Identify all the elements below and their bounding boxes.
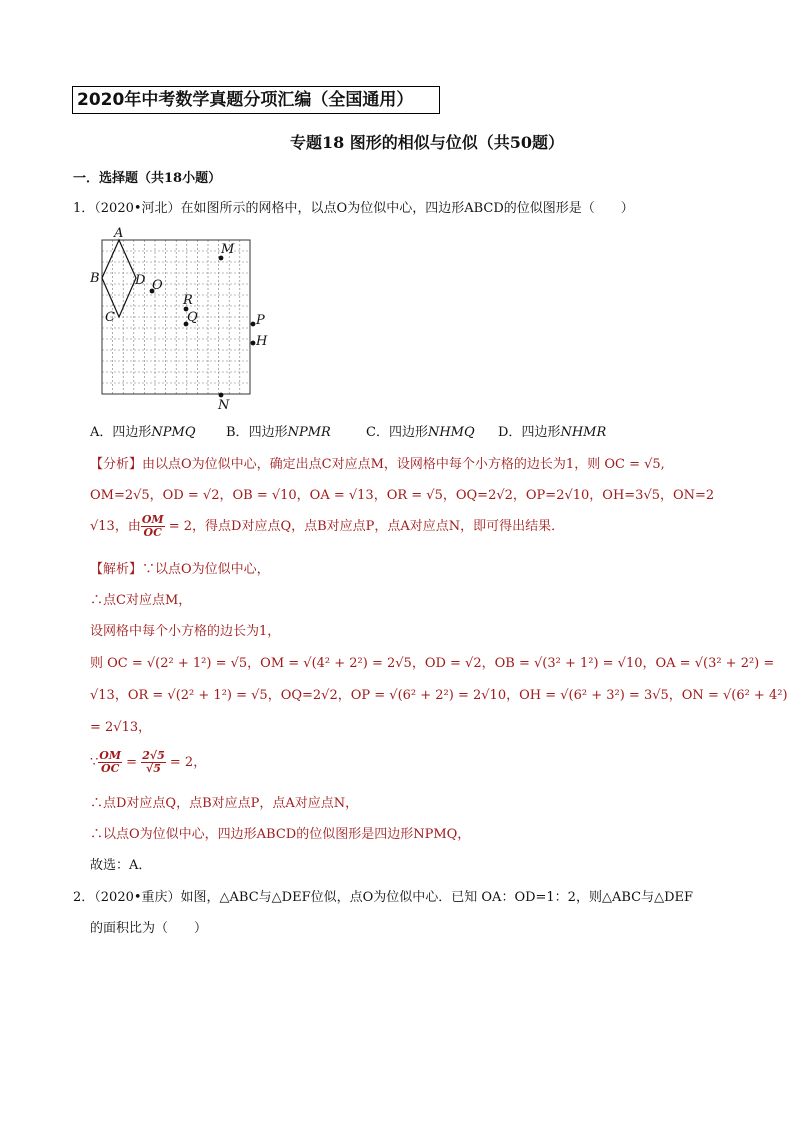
question-number: 2． [73, 890, 95, 905]
analysis-line-1: 【分析】由以点O为位似中心，确定出点C对应点M，设网格中每个小方格的边长为1，则 OC = √5, [90, 457, 665, 472]
solution-line-2: ∴点C对应点M， [90, 593, 192, 608]
question-source: （2020•河北） [94, 201, 181, 216]
analysis-line-3: √13，由 $\frac{OM}{OC}$ = 2，得点D对应点Q，点B对应点P，点A对应点N，即可得出结果． [90, 513, 565, 539]
solution-line-9: ∴以点O为位似中心，四边形ABCD的位似图形是四边形NPMQ， [90, 827, 471, 842]
solution-line-3: 设网格中每个小方格的边长为1， [90, 624, 281, 639]
question-1-stem [73, 200, 634, 218]
grid-figure [90, 222, 290, 414]
label-q: Q [187, 310, 198, 325]
solution-line-5: √13，OR = √(2² + 1²) = √5，OQ=2√2，OP = √(6² + 2²) = 2√10，OH = √(6² + 3²) = 3√5，ON = √(6² + 4²) [90, 688, 788, 703]
analysis-line-2: OM=2√5，OD = √2，OB = √10，OA = √13，OR = √5，OQ=2√2，OP=2√10，OH=3√5，ON=2 [90, 488, 715, 503]
section-title: 一．选择题（共18小题） [73, 171, 222, 186]
solution-line-6: = 2√13， [90, 720, 152, 735]
label-b: B [90, 271, 100, 286]
label-d: D [135, 273, 146, 288]
option-c: C．四边形NHMQ [366, 425, 475, 440]
label-m: M [221, 242, 235, 257]
point-p [251, 322, 256, 327]
question-2-stem-line-1 [73, 889, 693, 907]
grid-lines [102, 240, 250, 394]
solution-label: 【解析】 [90, 562, 143, 577]
point-n [219, 393, 224, 398]
collection-title: 2020年中考数学真题分项汇编（全国通用） [72, 86, 440, 114]
option-b: B．四边形NPMR [226, 425, 331, 440]
question-number: 1． [73, 201, 95, 216]
option-a: A．四边形NPMQ [90, 425, 196, 440]
question-source: （2020•重庆） [94, 890, 181, 905]
label-o: O [152, 278, 163, 293]
label-a: A [114, 226, 124, 241]
question-text: 在如图所示的网格中，以点O为位似中心，四边形ABCD的位似图形是（ ） [180, 201, 634, 216]
quadrilateral-abcd [102, 240, 136, 317]
label-p: P [256, 313, 265, 328]
solution-line-1: 【解析】∵以点O为位似中心， [90, 562, 270, 577]
point-h [251, 341, 256, 346]
answer: 故选：A． [90, 858, 152, 873]
analysis-label: 【分析】 [90, 457, 143, 472]
solution-line-4: 则 OC = √(2² + 1²) = √5，OM = √(4² + 2²) = 2√5，OD = √2，OB = √(3² + 1²) = √10，OA = √(3² + 2²) = [90, 656, 775, 671]
topic-title: 专题18 图形的相似与位似（共50题） [289, 133, 565, 152]
solution-line-8: ∴点D对应点Q，点B对应点P，点A对应点N， [90, 796, 359, 811]
label-c: C [105, 310, 115, 325]
question-text: 如图，△ABC与△DEF位似，点O为位似中心．已知 OA：OD=1：2，则△ABC与△DEF [180, 890, 694, 905]
label-h: H [256, 334, 268, 349]
label-n: N [218, 398, 230, 413]
option-d: D．四边形NHMR [498, 425, 607, 440]
solution-ratio: ∵ $\frac{OM}{OC}$ = $\frac{2√5}{√5}$ = 2， [90, 749, 207, 775]
question-2-stem-line-2: 的面积比为（ ） [90, 921, 208, 936]
label-r: R [183, 293, 193, 308]
